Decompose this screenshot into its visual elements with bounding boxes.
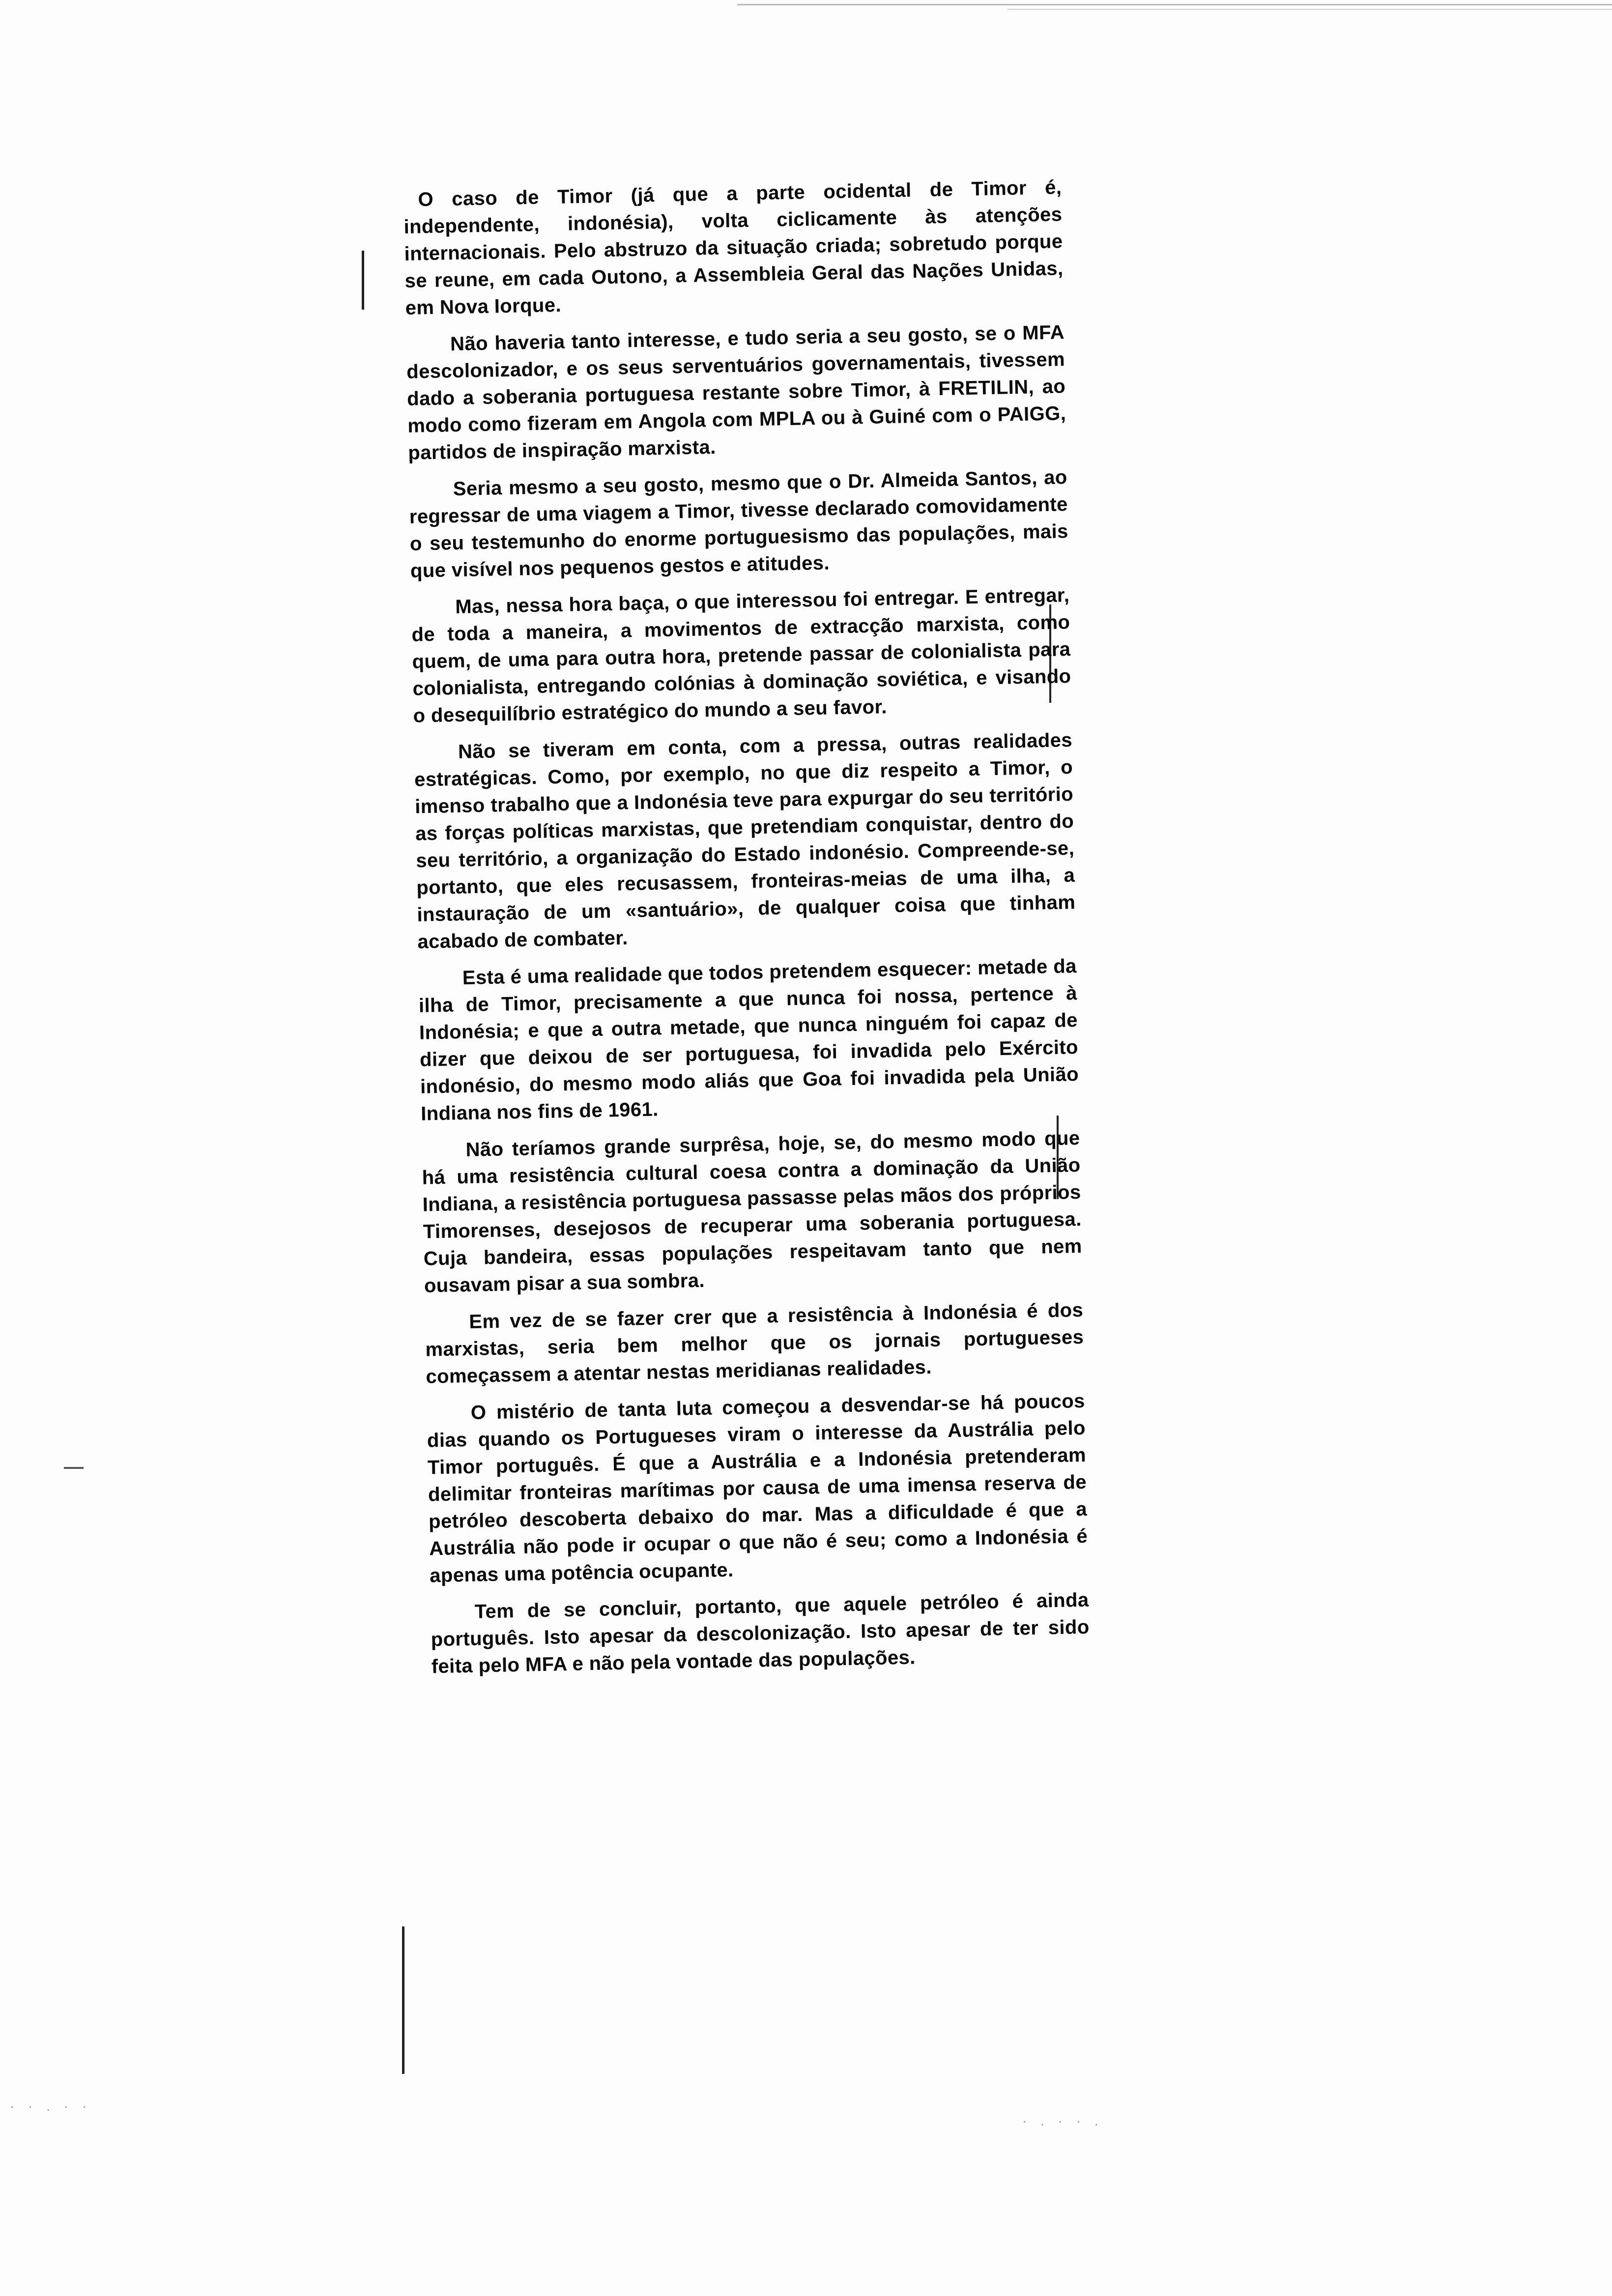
article-paragraph: Não haveria tanto interesse, e tudo seria a seu gosto, se o MFA descolonizador, e os seus serventuários governamentais, tivessem dado a soberania portuguesa restante sobre Timor, à FRETILIN, ao modo como fizeram em Angola com MPLA ou à Guiné com o PAIGG, partidos de inspiração marxista. <box>406 321 1066 464</box>
margin-mark <box>362 251 364 310</box>
article-paragraph: O mistério de tanta luta começou a desvendar-se há poucos dias quando os Portugueses viram o interesse da Austrália pelo Timor português. É que a Austrália e a Indonésia pretenderam delimitar fronteiras marítimas por causa de uma imensa reserva de petróleo descoberta debaixo do mar. Mas a dificuldade é que a Austrália não pode ir ocupar o que não é seu; como a Indonésia é apenas uma potência ocupante. <box>427 1390 1088 1587</box>
margin-mark <box>402 1926 404 2074</box>
article-paragraph: Mas, nessa hora baça, o que interessou foi entregar. E entregar, de toda a maneira, a movimentos de extracção marxista, como quem, de uma para outra hora, pretende passar de colonialista para colonialista, entregando colónias à dominação soviética, e visando o desequilíbrio estratégico do mundo a seu favor. <box>411 584 1071 727</box>
article-paragraph: Seria mesmo a seu gosto, mesmo que o Dr. Almeida Santos, ao regressar de uma viagem a Timor, tivesse declarado comovidamente o seu testemunho do enorme portuguesismo das populações, mais que visível nos pequenos gestos e atitudes. <box>409 466 1069 582</box>
article-paragraph: Tem de se concluir, portanto, que aquele petróleo é ainda português. Isto apesar da descolonização. Isto apesar de ter sido feita pelo MFA e não pela vontade das populações. <box>431 1589 1090 1678</box>
article-paragraph: Em vez de se fazer crer que a resistência à Indonésia é dos marxistas, seria bem melhor que os jornais portugueses começassem a atentar nestas meridianas realidades. <box>425 1299 1084 1388</box>
scan-speckles: · · . · · <box>10 2098 92 2114</box>
article-paragraph: Não se tiveram em conta, com a pressa, outras realidades estratégicas. Como, por exemplo, no que diz respeito a Timor, o imenso trabalho que a Indonésia teve para expurgar do seu território as forças políticas marxistas, que pretendiam conquistar, dentro do seu território, a organização do Estado indonésio. Compreende-se, portanto, que eles recusassem, fronteiras-meias de uma ilha, a instauração de um «santuário», de qualquer coisa que tinham acabado de combater. <box>414 729 1076 953</box>
article-paragraph: O caso de Timor (já que a parte ocidental de Timor é, independente, indonésia), volta ciclicamente às atenções internacionais. Pelo abstruzo da situação criada; sobretudo porque se reune, em cada Outono, a Assembleia Geral das Nações Unidas, em Nova Iorque. <box>403 176 1064 319</box>
article-paragraph: Esta é uma realidade que todos pretendem esquecer: metade da ilha de Timor, precisamente a que nunca foi nossa, pertence à Indonésia; e que a outra metade, que nunca ninguém foi capaz de dizer que deixou de ser portuguesa, foi invadida pelo Exército indonésio, do mesmo modo aliás que Goa foi invadida pela União Indiana nos fins de 1961. <box>418 955 1079 1125</box>
scan-artifact-line <box>737 4 1612 5</box>
scan-speckles: · . · · . <box>1022 2113 1103 2128</box>
margin-dash <box>64 1467 84 1469</box>
newspaper-article <box>403 174 1090 1690</box>
scan-artifact-line <box>1008 9 1612 10</box>
article-paragraph: Não teríamos grande surprêsa, hoje, se, do mesmo modo que há uma resistência cultural coesa contra a dominação da União Indiana, a resistência portuguesa passasse pelas mãos dos próprios Timorenses, desejosos de recuperar uma soberania portuguesa. Cuja bandeira, essas populações respeitavam tanto que nem ousavam pisar a sua sombra. <box>422 1127 1083 1297</box>
